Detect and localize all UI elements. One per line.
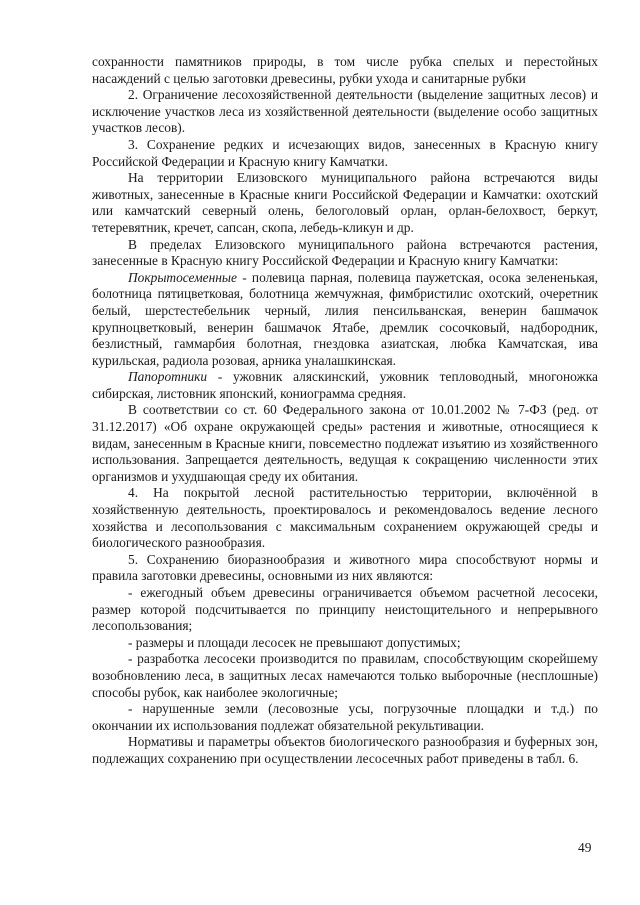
list-item-cutting-area-size: - размеры и площади лесосек не превышают допустимых; <box>128 634 461 650</box>
angiosperms-label: Покрытосеменные <box>128 269 237 285</box>
paragraph-continuation: сохранности памятников природы, в том числе рубка спелых и перестойных насаждений с целью заготовки древесины, рубки ухода и санитарные рубки <box>92 54 598 86</box>
paragraph-item-5: 5. Сохранению биоразнообразия и животного мира способствуют нормы и правила заготовки древесины, основными из них являются: <box>92 551 598 584</box>
paragraph-plants-intro: В пределах Елизовского муниципального района встречаются растения, занесенные в Красную книгу Российской Федерации и Красную книгу Камчатки: <box>92 236 598 269</box>
paragraph-angiosperms <box>92 270 598 370</box>
paragraph-norms-table-ref: Нормативы и параметры объектов биологического разнообразия и буферных зон, подлежащих сохранению при осуществлении лесосечных работ приведены в табл. 6. <box>92 734 598 766</box>
list-item-cutting-rules: - разработка лесосеки производится по правилам, способствующим скорейшему возобновлению леса, в защитных лесах намечаются только выборочные (несплошные) способы рубок, как наиболее экологичные; <box>92 651 598 700</box>
angiosperms-text: - полевица парная, полевица паужетская, осока зелененькая, болотница пятицветковая, болотница жемчужная, фимбристилис охотский, очеретник белый, шерстестебельник черный, лилия пенсильванская, венерин башмачок крупноцветковый, венерин башмачок Ятабе, дремлик сосочковый, надбородник, безлистный, гаммарбия болотная, гнездовка азиатская, любка Камчатская, ива курильская, радиола розовая, арника уналашкинская. <box>92 269 598 368</box>
document-body <box>92 54 598 768</box>
paragraph-item-4: 4. На покрытой лесной растительностью территории, включённой в хозяйственную деятельность, проектировалось и рекомендовалось ведение лесного хозяйства и лесопользования с максимальным сохранением окружающей среды и биологического разнообразия. <box>92 485 598 551</box>
list-item-disturbed-lands: - нарушенные земли (лесовозные усы, погрузочные площадки и т.д.) по окончании их использования подлежат обязательной рекультивации. <box>92 701 598 733</box>
page-number: 49 <box>578 840 592 855</box>
paragraph-item-3: 3. Сохранение редких и исчезающих видов, занесенных в Красную книгу Российской Федерации и Красную книгу Камчатки. <box>92 136 598 169</box>
paragraph-law: В соответствии со ст. 60 Федерального закона от 10.01.2002 № 7-ФЗ (ред. от 31.12.2017) «Об охране окружающей среды» растения и животные, относящиеся к видам, занесенным в Красные книги, повсеместно подлежат изъятию из хозяйственного использования. Запрещается деятельность, ведущая к сокращению численности этих организмов и ухудшающая среду их обитания. <box>92 402 598 484</box>
paragraph-animals: На территории Елизовского муниципального района встречаются виды животных, занесенные в Красные книги Российской Федерации и Камчатки: охотский или камчатский северный олень, белоголовый орлан, орлан-белохвост, беркут, тетеревятник, кречет, сапсан, скопа, лебедь-кликун и др. <box>92 170 598 235</box>
ferns-label: Папоротники <box>128 369 208 385</box>
list-item-annual-volume: - ежегодный объем древесины ограничивается объемом расчетной лесосеки, размер которой подсчитывается по принципу неистощительного и непрерывного лесопользования; <box>92 585 598 634</box>
ferns-text: - ужовник аляскинский, ужовник тепловодный, многоножка сибирская, листовник японский, кониограмма средняя. <box>92 369 598 401</box>
paragraph-item-2: 2. Ограничение лесохозяйственной деятельности (выделение защитных лесов) и исключение участков леса из хозяйственной деятельности (выделение особо защитных участков лесов). <box>92 87 598 136</box>
paragraph-ferns <box>92 369 598 402</box>
